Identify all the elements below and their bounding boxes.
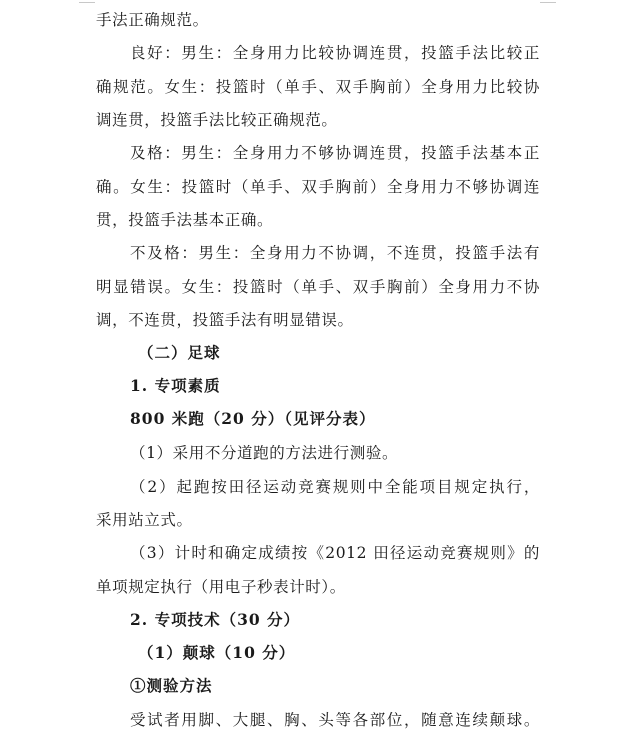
subsection-heading-technique: 2. 专项技术（30 分） xyxy=(130,610,301,629)
list-item: （2）起跑按田径运动竞赛规则中全能项目规定执行， xyxy=(130,478,540,496)
item-heading-juggling: （1）颠球（10 分） xyxy=(138,643,296,662)
item-heading-800m: 800 米跑（20 分）（见评分表） xyxy=(130,409,376,428)
page-corner-mark-right xyxy=(540,0,556,3)
text-line: 明显错误。女生：投篮时（单手、双手胸前）全身用力不协 xyxy=(96,278,540,296)
text-line: 贯，投篮手法基本正确。 xyxy=(96,211,274,229)
text-line-grade-pass: 及格：男生：全身用力不够协调连贯，投篮手法基本正 xyxy=(130,144,540,162)
item-heading-test-method: ①测验方法 xyxy=(130,676,213,695)
text-line: 调连贯，投篮手法比较正确规范。 xyxy=(96,111,338,129)
page-corner-mark-left xyxy=(79,0,95,3)
text-line: 确。女生：投篮时（单手、双手胸前）全身用力不够协调连 xyxy=(96,178,540,196)
text-line: 采用站立式。 xyxy=(96,511,193,529)
text-line: 调，不连贯，投篮手法有明显错误。 xyxy=(96,311,354,329)
section-heading-football: （二）足球 xyxy=(138,343,221,362)
text-line: 手法正确规范。 xyxy=(96,11,209,29)
list-item: （3）计时和确定成绩按《2012 田径运动竞赛规则》的 xyxy=(130,544,540,562)
list-item: （1）采用不分道跑的方法进行测验。 xyxy=(130,444,399,462)
text-line: 受试者用脚、大腿、胸、头等各部位，随意连续颠球。 xyxy=(130,711,540,729)
text-line-grade-good: 良好：男生：全身用力比较协调连贯，投篮手法比较正 xyxy=(130,44,540,62)
text-line: 单项规定执行（用电子秒表计时）。 xyxy=(96,578,346,596)
text-line-grade-fail: 不及格：男生：全身用力不协调，不连贯，投篮手法有 xyxy=(130,244,540,262)
subsection-heading-fitness: 1. 专项素质 xyxy=(130,376,221,395)
text-line: 确规范。女生：投篮时（单手、双手胸前）全身用力比较协 xyxy=(96,78,540,96)
